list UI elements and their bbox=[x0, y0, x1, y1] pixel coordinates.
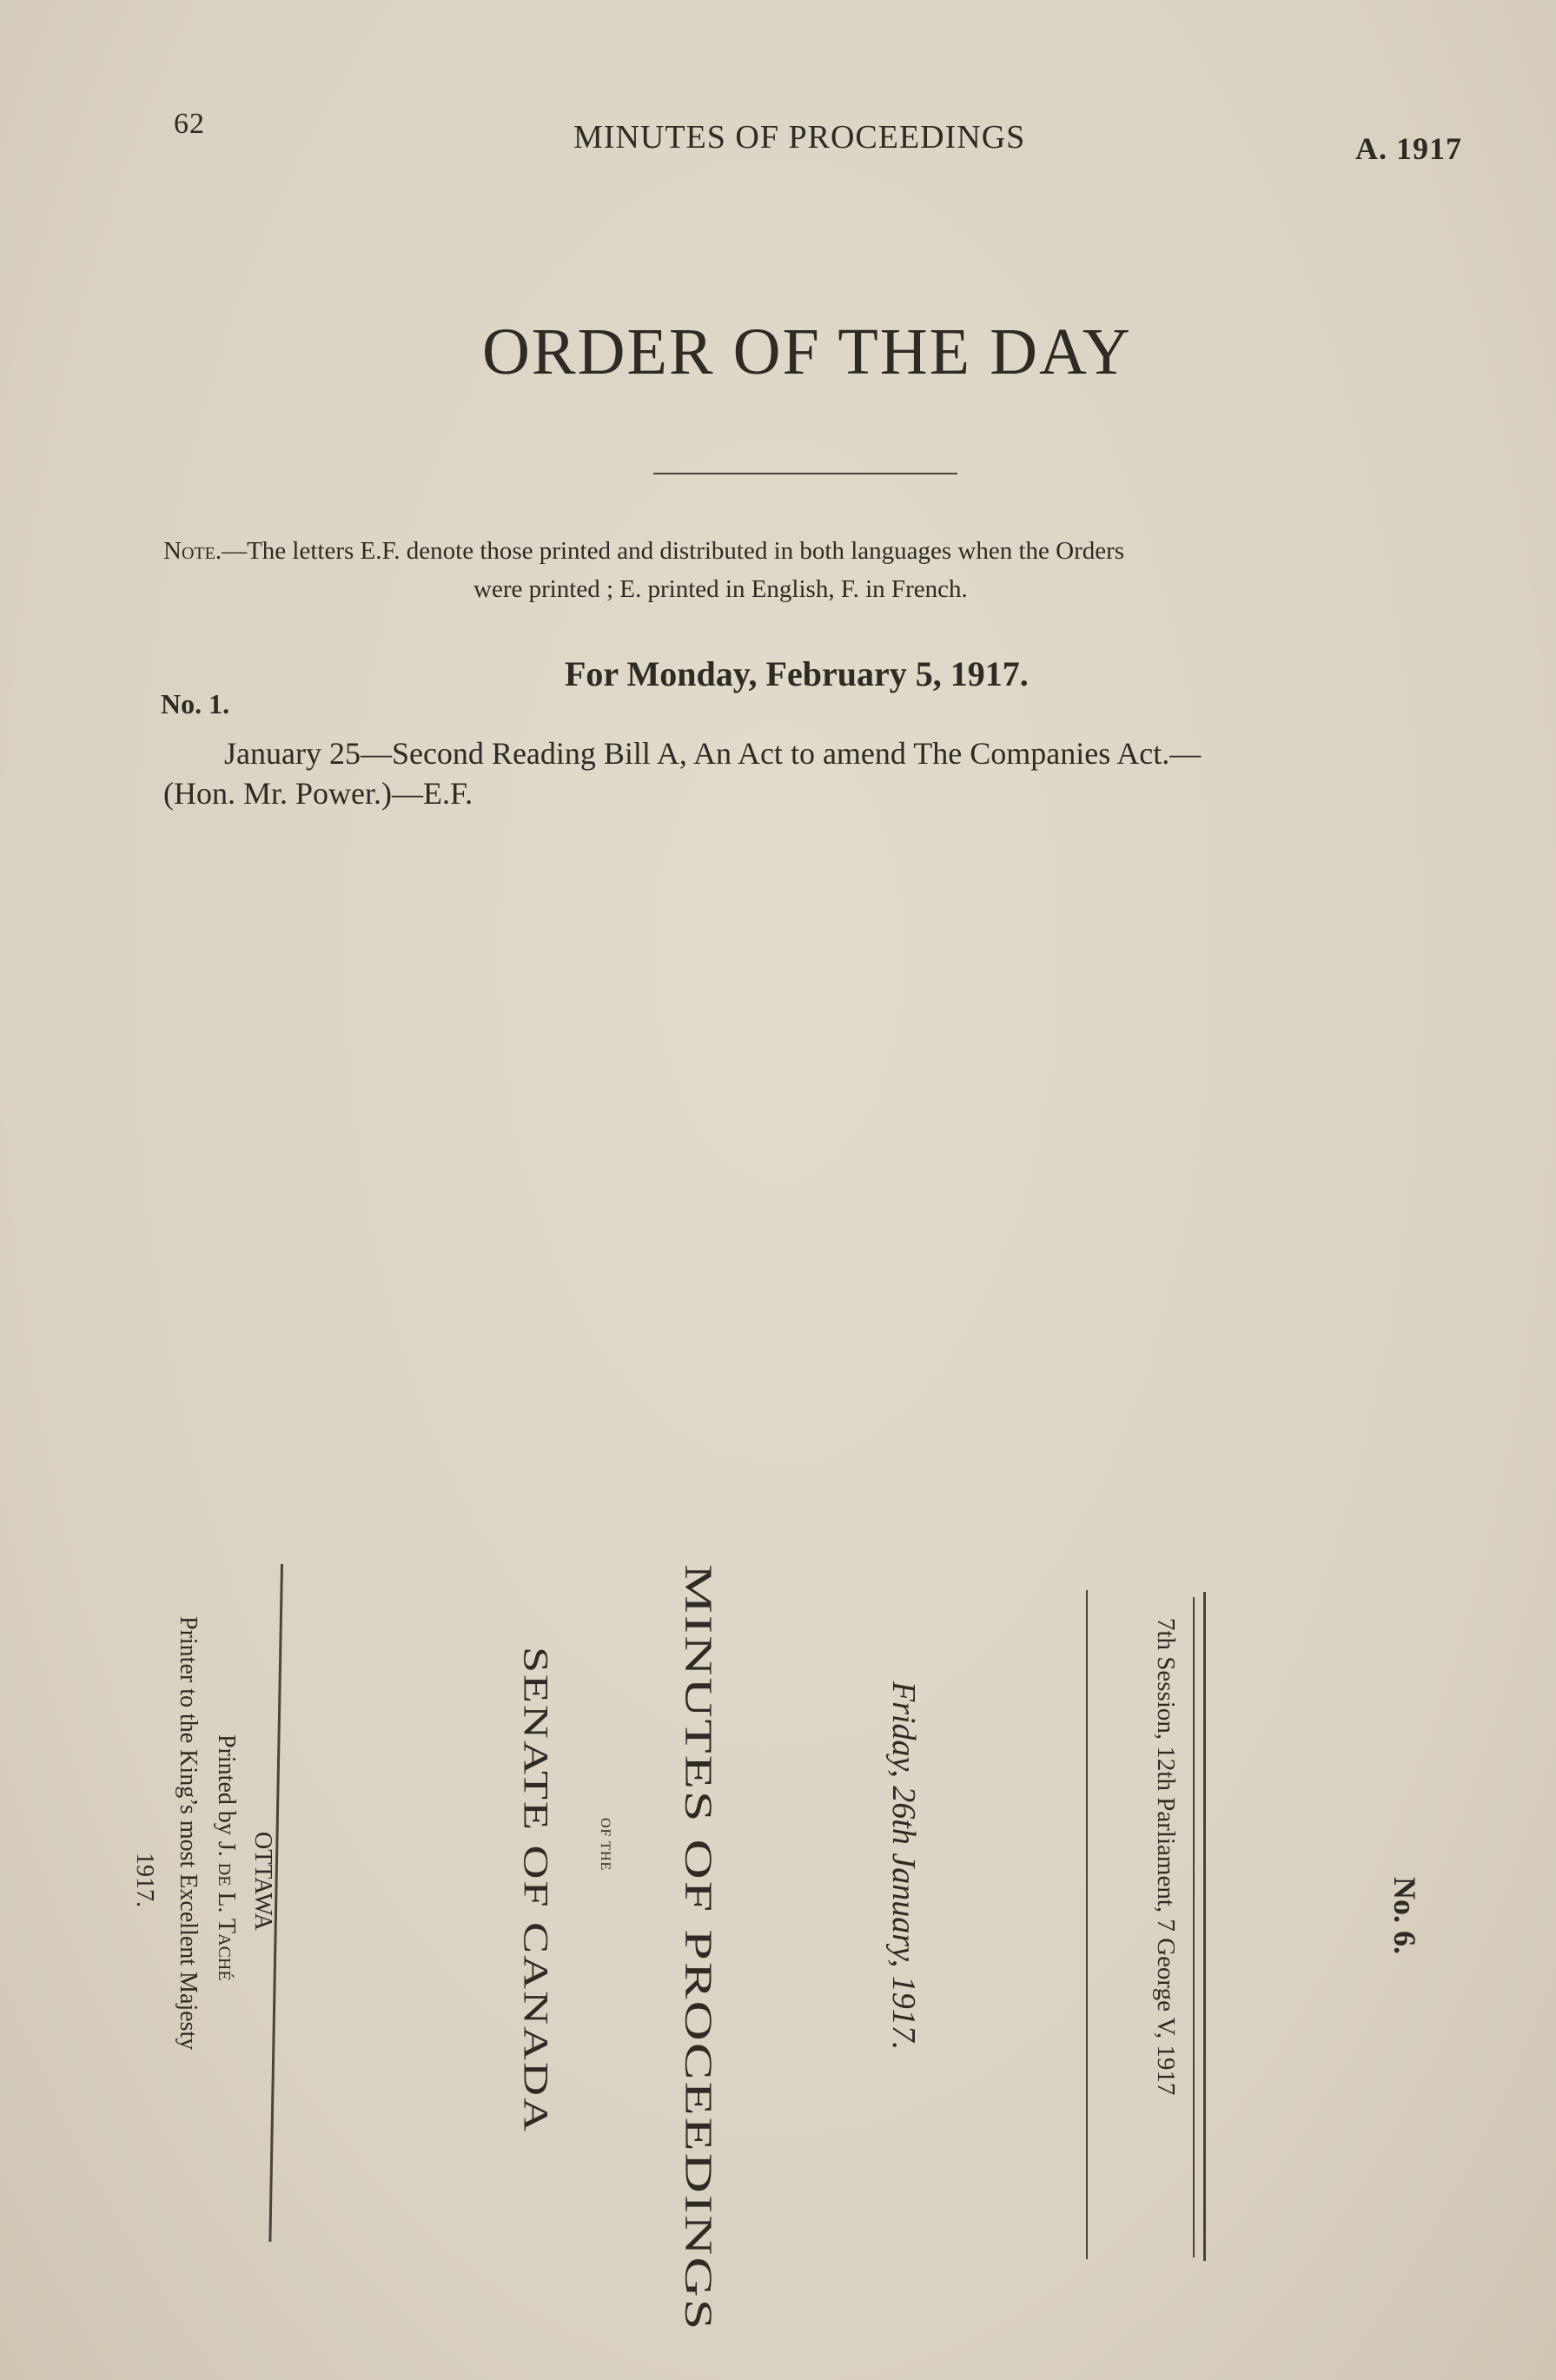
note-label: Note. bbox=[163, 537, 222, 565]
page-number: 62 bbox=[174, 108, 205, 140]
cover-rule-left bbox=[1086, 1590, 1088, 2259]
cover-rule-right-inner bbox=[1193, 1597, 1195, 2257]
cover-of-the: OF THE bbox=[598, 1818, 612, 1872]
printer-prefix: Printed by J. bbox=[213, 1734, 240, 1863]
note-text: —The letters E.F. denote those printed and distributed in both languages when the Orders bbox=[222, 537, 1125, 565]
date-heading: For Monday, February 5, 1917. bbox=[565, 654, 1029, 693]
cover-session: 7th Session, 12th Parliament, 7 George V, 1917 bbox=[1152, 1618, 1180, 2096]
cover-date: Friday, 26th January, 1917. bbox=[885, 1681, 922, 2051]
item-line-1: January 25—Second Reading Bill A, An Act to amend The Companies Act.— bbox=[224, 736, 1202, 771]
order-title: ORDER OF THE DAY bbox=[482, 315, 1132, 388]
note bbox=[163, 532, 1467, 570]
title-rule bbox=[653, 473, 957, 474]
item-line-2: (Hon. Mr. Power.)—E.F. bbox=[163, 776, 473, 811]
running-title: MINUTES OF PROCEEDINGS bbox=[573, 119, 1026, 156]
cover-number: No. 6. bbox=[1387, 1877, 1422, 1954]
printer-name: de L. Taché bbox=[213, 1862, 240, 1981]
note-text-2: were printed ; E. printed in English, F. in French. bbox=[473, 575, 968, 603]
cover-printer bbox=[212, 1734, 240, 1981]
cover-title-2: SENATE OF CANADA bbox=[516, 1647, 556, 2134]
year-mark: A. 1917 bbox=[1355, 131, 1462, 166]
cover-title-1: MINUTES OF PROCEEDINGS bbox=[677, 1564, 721, 2332]
cover-year: 1917. bbox=[131, 1853, 158, 1907]
cover-rule-right-outer bbox=[1203, 1592, 1206, 2261]
item-number: No. 1. bbox=[161, 688, 230, 719]
cover-printer-role: Printer to the King’s most Excellent Majesty bbox=[175, 1616, 202, 2051]
cover-place: OTTAWA bbox=[249, 1832, 276, 1931]
